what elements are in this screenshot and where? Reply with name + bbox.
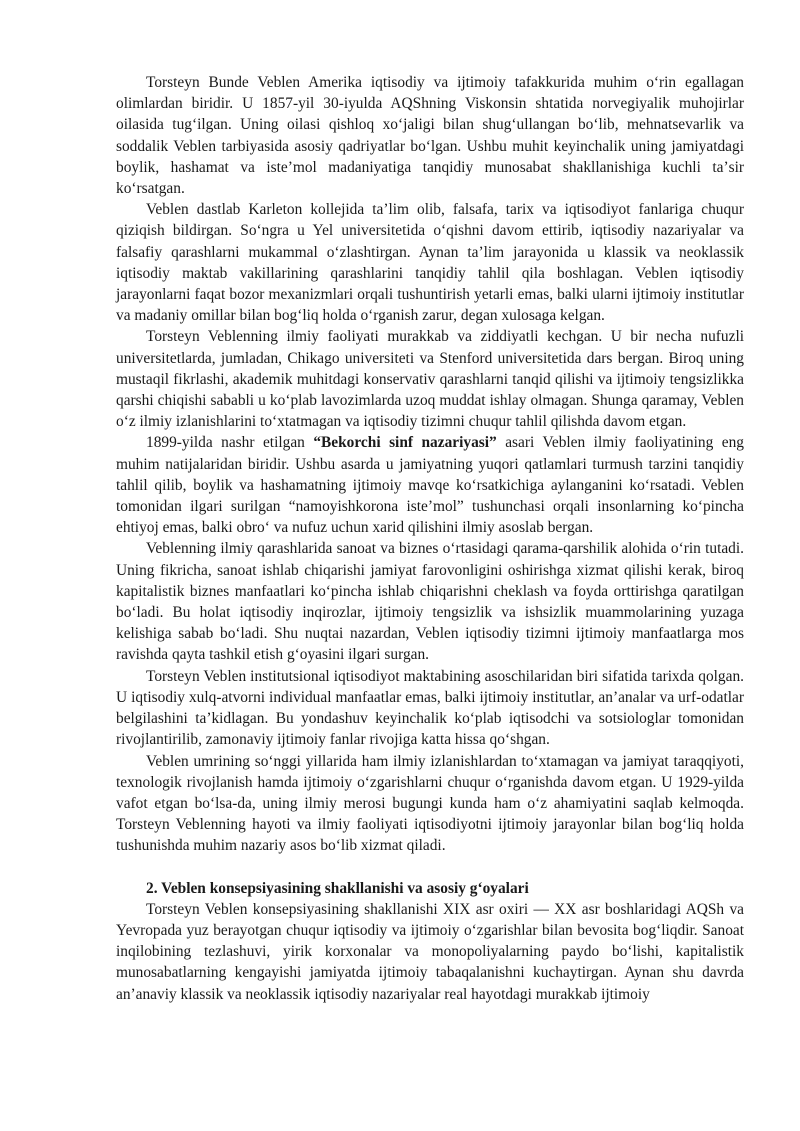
p4-lead-text: 1899-yilda nashr etilgan bbox=[146, 434, 314, 452]
paragraph-academic-career: Torsteyn Veblenning ilmiy faoliyati murakkab va ziddiyatli kechgan. U bir necha nufuzli universitetlarda, jumladan, Chikago universiteti va Stenford universitetida dars bergan. Biroq uning mustaqil fikrlashi, akademik muhitdagi konservativ qarashlarni tanqid qilishi va ijtimoiy tengsizlikka qarshi chiqishi sababli u koʻplab lavozimlarda uzoq muddat ishlay olmagan. Shunga qaramay, Veblen oʻz ilmiy izlanishlarini toʻxtatmagan va iqtisodiy tizimni chuqur tahlil qilishda davom etgan. bbox=[116, 328, 744, 431]
book-title: “Bekorchi sinf nazariyasi” bbox=[313, 434, 497, 452]
paragraph-education: Veblen dastlab Karleton kollejida taʼlim olib, falsafa, tarix va iqtisodiyot fanlariga chuqur qiziqish bildirgan. Soʻngra u Yel universitetida oʻqishni davom ettirib, iqtisodiy nazariyalar va falsafiy qarashlarni mukammal oʻzlashtirgan. Aynan taʼlim jarayonida u klassik va neoklassik iqtisodiy maktab vakillarining qarashlarini tanqidiy tahlil qila boshlagan. Veblen iqtisodiy jarayonlarni faqat bozor mexanizmlari orqali tushuntirish yetarli emas, balki ularni ijtimoiy institutlar va madaniy omillar bilan bogʻliq holda oʻrganish zarur, degan xulosaga kelgan. bbox=[116, 201, 744, 325]
paragraph-later-years: Veblen umrining soʻnggi yillarida ham ilmiy izlanishlardan toʻxtamagan va jamiyat taraqqiyoti, texnologik rivojlanish hamda ijtimoiy oʻzgarishlarni chuqur oʻrganishda davom etgan. U 1929-yilda vafot etgan boʻlsa-da, uning ilmiy merosi bugungi kunda ham oʻz ahamiyatini saqlab kelmoqda. Torsteyn Veblenning hayoti va ilmiy faoliyati iqtisodiyotni ijtimoiy jarayonlar bilan bogʻliq holda tushunishda muhim nazariy asos boʻlib xizmat qiladi. bbox=[116, 752, 744, 855]
paragraph-institutional-school: Torsteyn Veblen institutsional iqtisodiyot maktabining asoschilaridan biri sifatida tarixda qolgan. U iqtisodiy xulq-atvorni individual manfaatlar emas, balki ijtimoiy institutlar, anʼanalar va urf-odatlar belgilashini taʼkidlagan. Bu yondashuv keyinchalik koʻplab iqtisodchi va sotsiologlar tomonidan rivojlantirilib, zamonaviy ijtimoiy fanlar rivojiga katta hissa qoʻshgan. bbox=[116, 667, 744, 749]
paragraph-leisure-class bbox=[116, 432, 744, 538]
paragraph-industry-vs-business: Veblenning ilmiy qarashlarida sanoat va biznes oʻrtasidagi qarama-qarshilik alohida oʻrin tutadi. Uning fikricha, sanoat ishlab chiqarishi jamiyat farovonligini oshirishga xizmat qilishi kerak, biroq kapitalistik biznes manfaatlari koʻpincha ishlab chiqarishni cheklash va foyda orttirishga qaratilgan boʻladi. Bu holat iqtisodiy inqirozlar, ijtimoiy tengsizlik va ishsizlik muammolarining yuzaga kelishiga sabab boʻladi. Shu nuqtai nazardan, Veblen iqtisodiy tizimni ijtimoiy manfaatlarga mos ravishda qayta tashkil etish gʻoyasini ilgari surgan. bbox=[116, 540, 744, 664]
paragraph-biography-intro: Torsteyn Bunde Veblen Amerika iqtisodiy va ijtimoiy tafakkurida muhim oʻrin egallagan olimlardan biridir. U 1857-yil 30-iyulda AQShning Viskonsin shtatida norvegiyalik muhojirlar oilasida tugʻilgan. Uning oilasi qishloq xoʻjaligi bilan shugʻullangan boʻlib, mehnatsevarlik va soddalik Veblen tarbiyasida asosiy qadriyatlar boʻlgan. Ushbu muhit keyinchalik uning jamiyatdagi boylik, hashamat va isteʼmol madaniyatiga tanqidiy munosabat shakllanishiga kuchli taʼsir koʻrsatgan. bbox=[116, 74, 744, 198]
paragraph-section-2: Torsteyn Veblen konsepsiyasining shakllanishi XIX asr oxiri — XX asr boshlaridagi AQSh va Yevropada yuz berayotgan chuqur iqtisodiy va ijtimoiy oʻzgarishlar bilan bevosita bogʻliqdir. Sanoat inqilobining tezlashuvi, yirik korxonalar va monopoliyalarning paydo boʻlishi, kapitalistik munosabatlarning kengayishi jamiyatda ijtimoiy tabaqalanishni kuchaytirgan. Aynan shu davrda anʼanaviy klassik va neoklassik iqtisodiy nazariyalar real hayotdagi murakkab ijtimoiy bbox=[116, 900, 744, 1003]
section-2-heading: 2. Veblen konsepsiyasining shakllanishi va asosiy gʻoyalari bbox=[146, 879, 529, 897]
p4-body-text: asari Veblen ilmiy faoliyatining eng muhim natijalaridan biridir. Ushbu asarda u jamiyatning yuqori qatlamlari turmush tarzini tanqidiy tahlil qilib, boylik va hashamatning ijtimoiy mavqe koʻrsatkichiga aylanganini koʻrsatadi. Veblen tomonidan ilgari surilgan “namoyishkorona isteʼmol” tushunchasi orqali insonlarning koʻpincha ehtiyoj emas, balki obroʻ va nufuz uchun xarid qilishini ilmiy asoslab bergan. bbox=[116, 434, 744, 537]
